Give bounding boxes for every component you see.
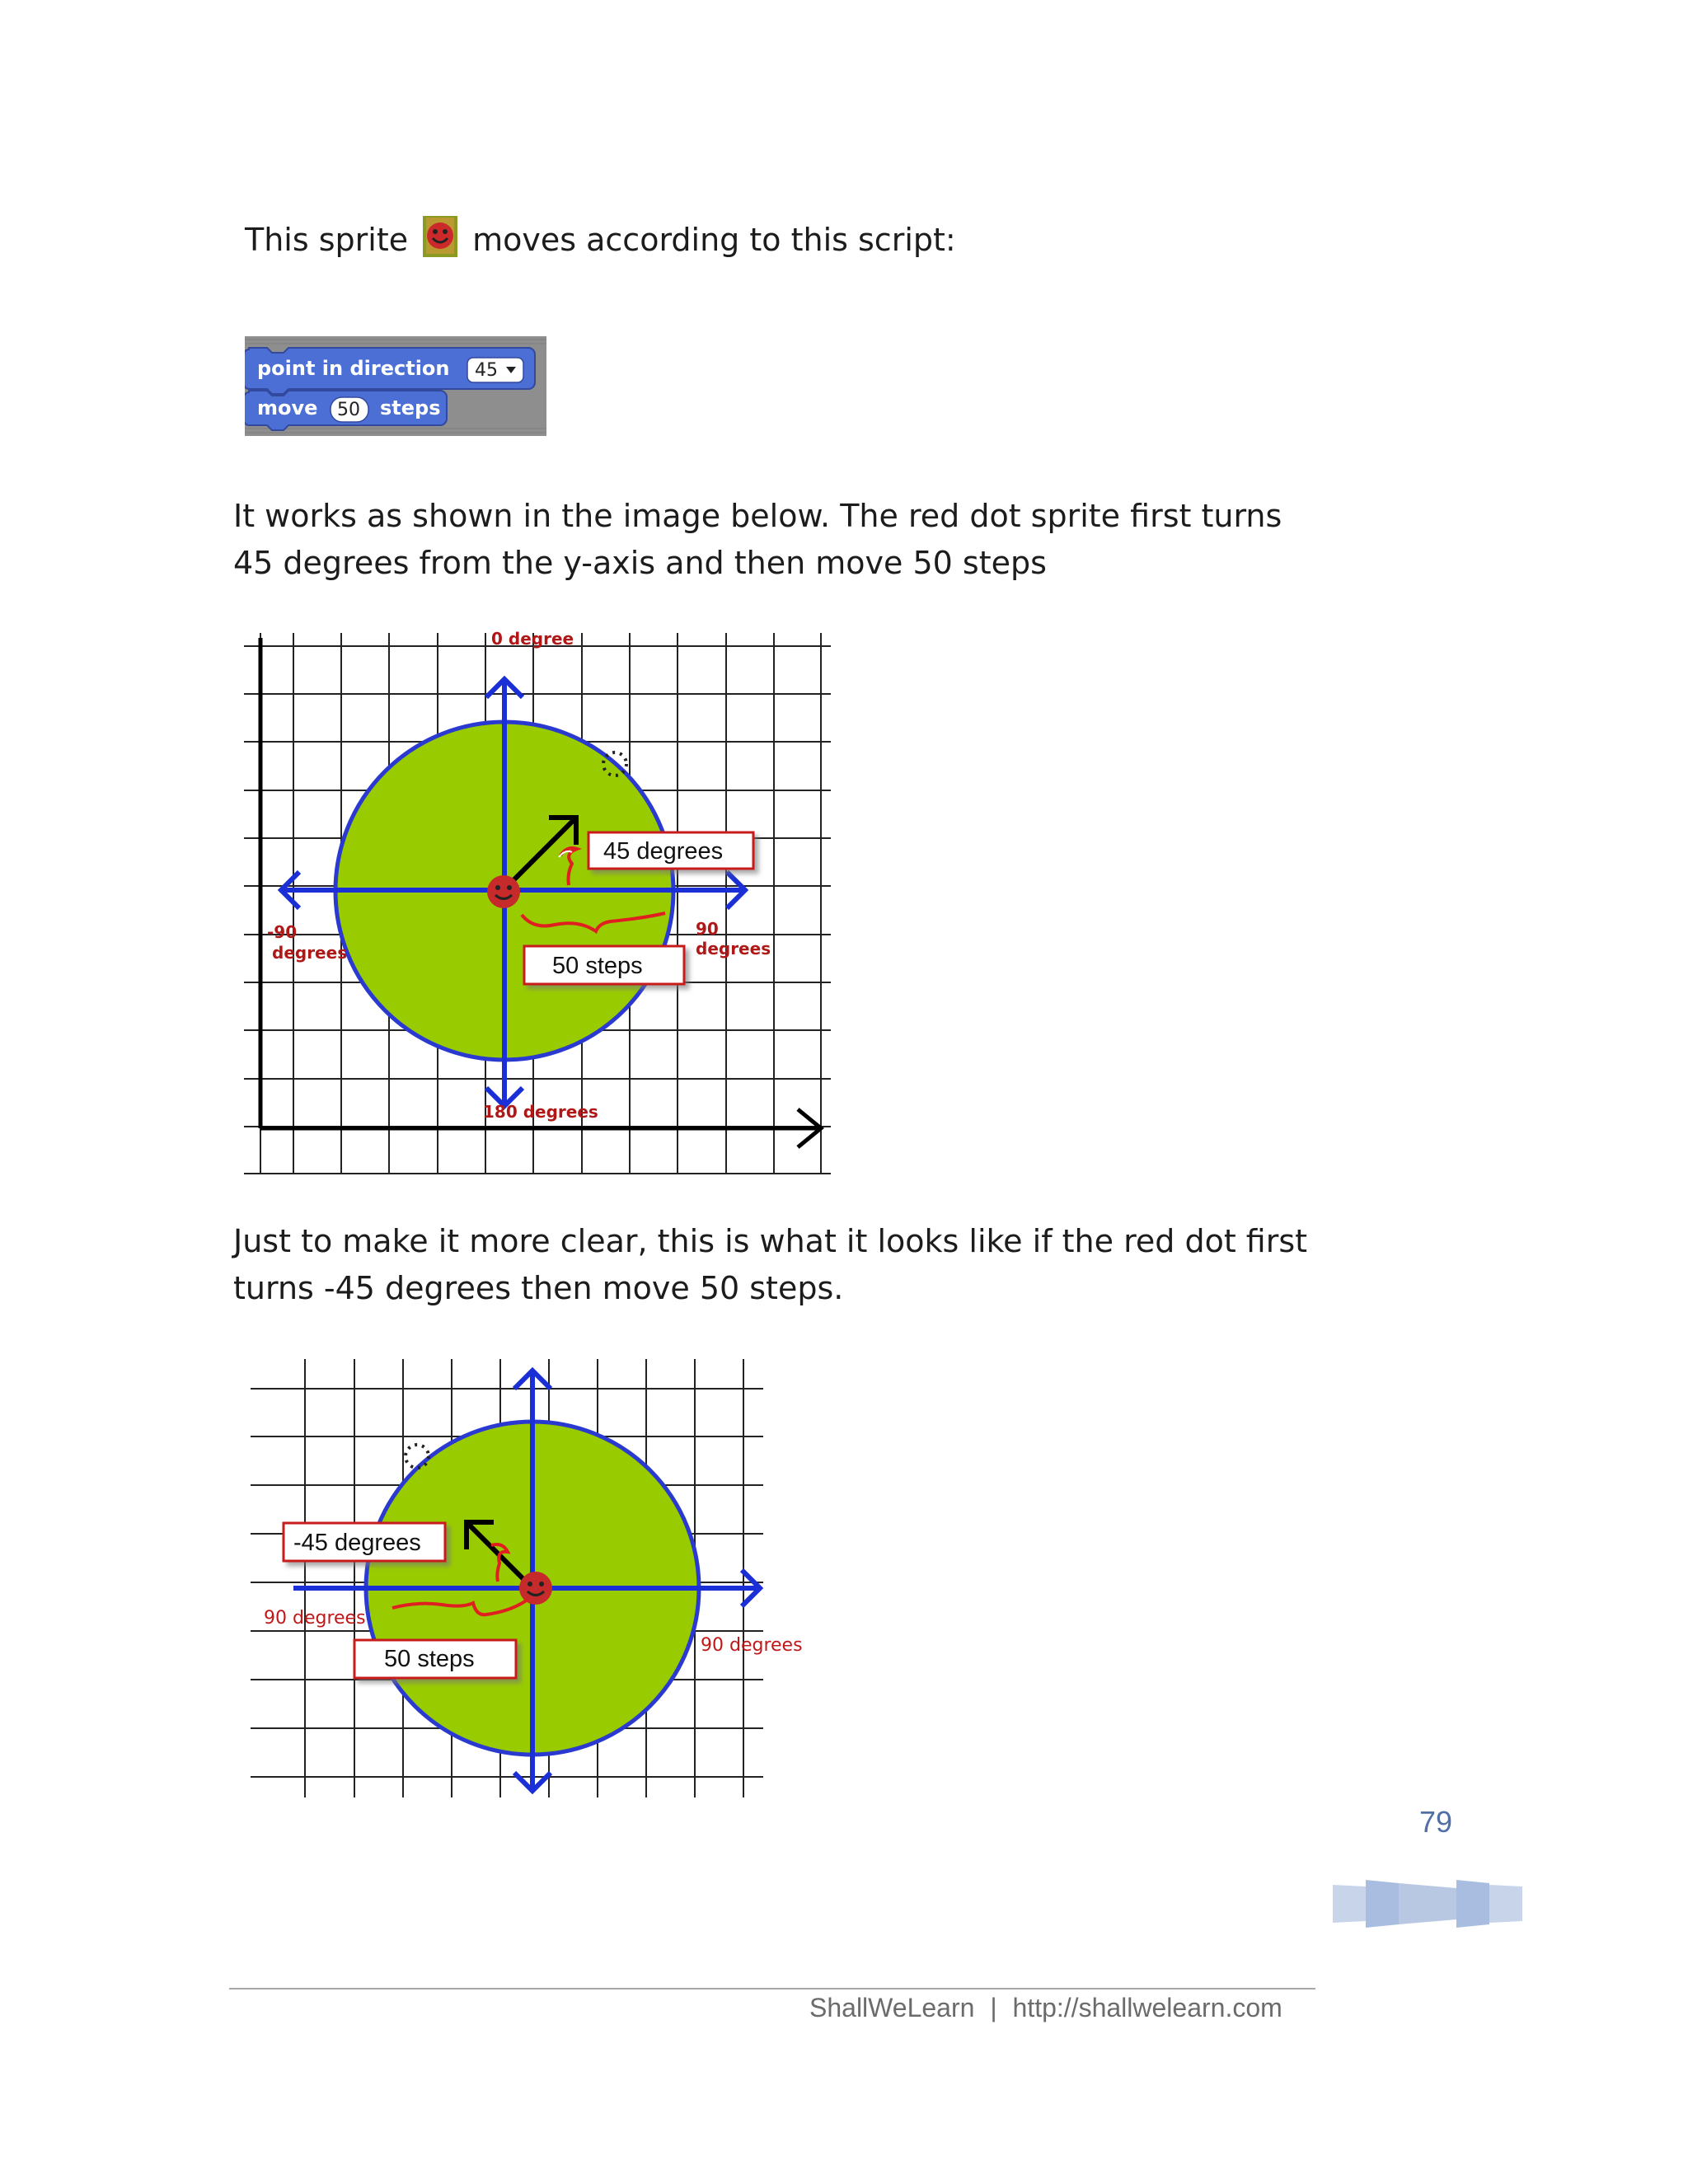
figure-direction-minus-45 bbox=[244, 1356, 831, 1801]
footer bbox=[809, 1993, 1282, 2023]
script-block-image bbox=[245, 336, 546, 436]
label-90-degrees-right: 90 degrees bbox=[701, 1635, 803, 1656]
label-0-degree: 0 degree bbox=[491, 630, 574, 649]
paragraph-2-line-1: Just to make it more clear, this is what it looks like if the red dot first bbox=[233, 1223, 1308, 1259]
paragraph-1-line-1: It works as shown in the image below. The red dot sprite first turns bbox=[233, 498, 1282, 534]
angle-box-label: 45 degrees bbox=[603, 838, 724, 865]
footer-rule bbox=[229, 1988, 1315, 1990]
label-minus-90: -90 bbox=[267, 922, 298, 942]
label-minus-90-degrees: degrees bbox=[272, 943, 348, 963]
paragraph-2 bbox=[233, 1218, 1307, 1312]
footer-brand: ShallWeLearn bbox=[809, 1993, 975, 2022]
label-90-degrees-left: 90 degrees bbox=[264, 1608, 366, 1629]
steps-box-label: 50 steps bbox=[384, 1646, 475, 1672]
intro-text-after: moves according to this script: bbox=[472, 222, 956, 258]
block2-value: 50 bbox=[337, 400, 360, 420]
sprite-icon bbox=[423, 216, 457, 270]
label-90: 90 bbox=[696, 919, 719, 939]
figure-direction-45 bbox=[244, 630, 831, 1180]
angle-box-label: -45 degrees bbox=[293, 1530, 421, 1556]
footer-separator: | bbox=[990, 1993, 997, 2022]
paragraph-1 bbox=[233, 493, 1282, 587]
block2-label: move bbox=[257, 396, 318, 419]
red-dot-sprite bbox=[519, 1572, 552, 1605]
block1-label: point in direction bbox=[257, 357, 450, 380]
page-ribbon-decoration bbox=[1333, 1875, 1522, 1933]
intro-text-before: This sprite bbox=[245, 222, 409, 258]
paragraph-2-line-2: turns -45 degrees then move 50 steps. bbox=[233, 1270, 844, 1306]
intro-line bbox=[245, 216, 956, 270]
steps-box-label: 50 steps bbox=[552, 953, 643, 979]
label-90-degrees: degrees bbox=[696, 939, 771, 958]
footer-url[interactable]: http://shallwelearn.com bbox=[1012, 1993, 1282, 2022]
block2-suffix: steps bbox=[380, 396, 441, 419]
block1-value: 45 bbox=[475, 360, 498, 381]
label-180-degrees: 180 degrees bbox=[483, 1102, 598, 1122]
paragraph-1-line-2: 45 degrees from the y-axis and then move 50 steps bbox=[233, 545, 1047, 581]
red-dot-sprite bbox=[487, 875, 520, 908]
page-number: 79 bbox=[1419, 1805, 1453, 1839]
